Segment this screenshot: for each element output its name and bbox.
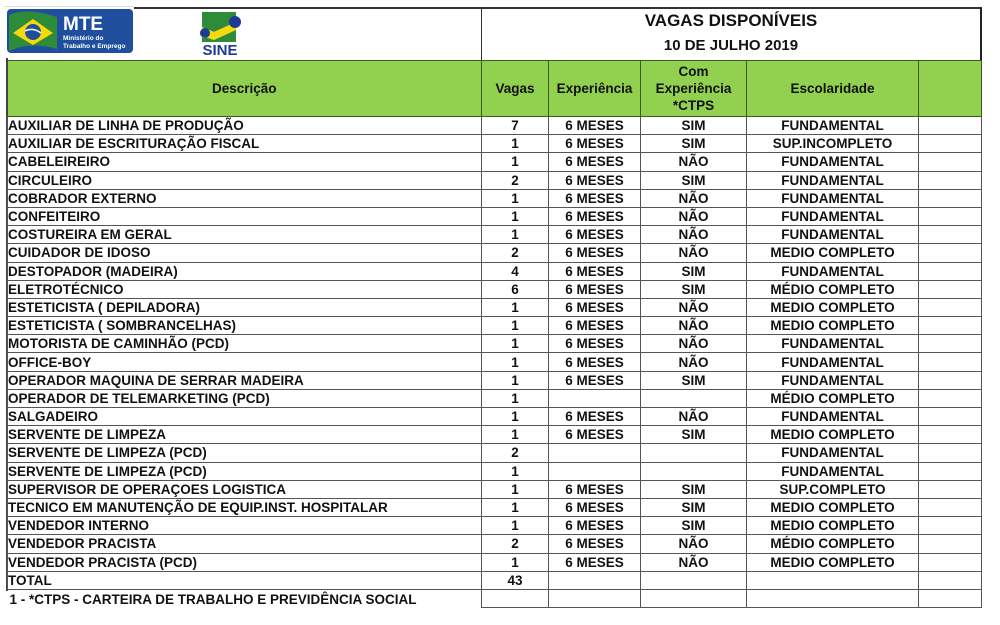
col-header-experiencia: Experiência [549, 61, 641, 117]
total-empty-cell [641, 571, 747, 590]
cell-escolaridade: FUNDAMENTAL [747, 226, 919, 244]
cell-blank [919, 207, 982, 225]
cell-descricao: CUIDADOR DE IDOSO [8, 244, 482, 262]
cell-blank [919, 389, 982, 407]
cell-ctps: NÃO [641, 207, 747, 225]
cell-descricao: SALGADEIRO [8, 408, 482, 426]
table-row [8, 207, 982, 225]
cell-experiencia: 6 MESES [549, 262, 641, 280]
cell-blank [919, 335, 982, 353]
cell-ctps: NÃO [641, 335, 747, 353]
cell-vagas: 1 [482, 408, 549, 426]
cell-ctps [641, 462, 747, 480]
cell-ctps: SIM [641, 262, 747, 280]
cell-descricao: COBRADOR EXTERNO [8, 189, 482, 207]
cell-vagas: 2 [482, 535, 549, 553]
cell-experiencia: 6 MESES [549, 335, 641, 353]
cell-escolaridade: FUNDAMENTAL [747, 262, 919, 280]
table-row [8, 189, 982, 207]
cell-descricao: CONFEITEIRO [8, 207, 482, 225]
footnote-empty-cell [641, 590, 747, 608]
logo-area [7, 8, 481, 60]
cell-experiencia: 6 MESES [549, 498, 641, 516]
cell-vagas: 4 [482, 262, 549, 280]
cell-experiencia [549, 462, 641, 480]
cell-descricao: ELETROTÉCNICO [8, 280, 482, 298]
cell-vagas: 1 [482, 480, 549, 498]
table-row [8, 408, 982, 426]
table-row [8, 462, 982, 480]
cell-experiencia: 6 MESES [549, 535, 641, 553]
cell-experiencia: 6 MESES [549, 371, 641, 389]
cell-escolaridade: MEDIO COMPLETO [747, 298, 919, 316]
cell-escolaridade: MÉDIO COMPLETO [747, 389, 919, 407]
cell-escolaridade: SUP.INCOMPLETO [747, 135, 919, 153]
cell-ctps: SIM [641, 480, 747, 498]
cell-vagas: 1 [482, 317, 549, 335]
table-row [8, 262, 982, 280]
table-row [8, 517, 982, 535]
cell-ctps: NÃO [641, 298, 747, 316]
table-row [8, 153, 982, 171]
cell-descricao: ESTETICISTA ( DEPILADORA) [8, 298, 482, 316]
cell-ctps: NÃO [641, 189, 747, 207]
cell-descricao: OFFICE-BOY [8, 353, 482, 371]
table-row [8, 335, 982, 353]
mte-line2: Trabalho e Emprego [63, 43, 126, 50]
cell-experiencia: 6 MESES [549, 553, 641, 571]
cell-ctps: SIM [641, 498, 747, 516]
cell-descricao: OPERADOR DE TELEMARKETING (PCD) [8, 389, 482, 407]
sine-logo-mark-icon [192, 10, 248, 44]
footnote-empty-cell [549, 590, 641, 608]
title-box [481, 8, 982, 60]
cell-descricao: SERVENTE DE LIMPEZA [8, 426, 482, 444]
cell-experiencia: 6 MESES [549, 280, 641, 298]
cell-escolaridade: FUNDAMENTAL [747, 335, 919, 353]
cell-experiencia: 6 MESES [549, 171, 641, 189]
cell-experiencia [549, 389, 641, 407]
cell-ctps: SIM [641, 171, 747, 189]
cell-experiencia: 6 MESES [549, 317, 641, 335]
table-row [8, 317, 982, 335]
cell-ctps: NÃO [641, 535, 747, 553]
cell-experiencia: 6 MESES [549, 517, 641, 535]
cell-descricao: CABELEIREIRO [8, 153, 482, 171]
table-row [8, 498, 982, 516]
cell-escolaridade: SUP.COMPLETO [747, 480, 919, 498]
col-header-blank [919, 61, 982, 117]
cell-blank [919, 171, 982, 189]
total-row [8, 571, 982, 590]
cell-escolaridade: FUNDAMENTAL [747, 207, 919, 225]
cell-escolaridade: FUNDAMENTAL [747, 371, 919, 389]
cell-descricao: COSTUREIRA EM GERAL [8, 226, 482, 244]
cell-ctps: NÃO [641, 353, 747, 371]
col-header-vagas: Vagas [482, 61, 549, 117]
col-header-com-exp-line1: Com [678, 64, 709, 79]
cell-descricao: AUXILIAR DE LINHA DE PRODUÇÃO [8, 117, 482, 135]
table-row [8, 353, 982, 371]
cell-ctps: NÃO [641, 244, 747, 262]
col-header-com-experiencia [641, 61, 747, 117]
cell-blank [919, 262, 982, 280]
cell-vagas: 6 [482, 280, 549, 298]
cell-blank [919, 117, 982, 135]
cell-experiencia: 6 MESES [549, 353, 641, 371]
cell-blank [919, 280, 982, 298]
cell-ctps: NÃO [641, 226, 747, 244]
cell-blank [919, 244, 982, 262]
table-row [8, 371, 982, 389]
cell-ctps: SIM [641, 426, 747, 444]
table-row [8, 135, 982, 153]
table-row [8, 117, 982, 135]
cell-descricao: ESTETICISTA ( SOMBRANCELHAS) [8, 317, 482, 335]
top-border-left [4, 6, 134, 7]
cell-blank [919, 135, 982, 153]
table-row [8, 535, 982, 553]
cell-descricao: SERVENTE DE LIMPEZA (PCD) [8, 462, 482, 480]
cell-escolaridade: FUNDAMENTAL [747, 189, 919, 207]
page-title: VAGAS DISPONÍVEIS [644, 11, 818, 30]
cell-blank [919, 462, 982, 480]
cell-vagas: 1 [482, 462, 549, 480]
cell-escolaridade: MEDIO COMPLETO [747, 498, 919, 516]
cell-descricao: VENDEDOR PRACISTA [8, 535, 482, 553]
cell-blank [919, 298, 982, 316]
cell-experiencia: 6 MESES [549, 426, 641, 444]
cell-escolaridade: FUNDAMENTAL [747, 171, 919, 189]
table-row [8, 480, 982, 498]
cell-vagas: 1 [482, 498, 549, 516]
cell-descricao: DESTOPADOR (MADEIRA) [8, 262, 482, 280]
cell-vagas: 7 [482, 117, 549, 135]
cell-vagas: 2 [482, 244, 549, 262]
footnote: 1 - *CTPS - CARTEIRA DE TRABALHO E PREVIDÊNCIA SOCIAL [8, 590, 482, 608]
cell-vagas: 1 [482, 335, 549, 353]
mte-logo [7, 9, 133, 53]
cell-blank [919, 317, 982, 335]
cell-experiencia: 6 MESES [549, 298, 641, 316]
cell-blank [919, 498, 982, 516]
table-row [8, 553, 982, 571]
header-row [8, 61, 982, 117]
cell-vagas: 1 [482, 207, 549, 225]
cell-ctps [641, 389, 747, 407]
cell-experiencia: 6 MESES [549, 226, 641, 244]
cell-escolaridade: FUNDAMENTAL [747, 117, 919, 135]
cell-vagas: 1 [482, 553, 549, 571]
cell-vagas: 1 [482, 371, 549, 389]
cell-blank [919, 353, 982, 371]
total-vagas: 43 [482, 571, 549, 590]
page-date: 10 DE JULHO 2019 [663, 37, 799, 54]
cell-escolaridade: MEDIO COMPLETO [747, 517, 919, 535]
cell-ctps: SIM [641, 117, 747, 135]
cell-escolaridade: MEDIO COMPLETO [747, 244, 919, 262]
cell-escolaridade: FUNDAMENTAL [747, 462, 919, 480]
cell-experiencia: 6 MESES [549, 207, 641, 225]
cell-blank [919, 226, 982, 244]
total-label: TOTAL [8, 571, 482, 590]
cell-experiencia: 6 MESES [549, 480, 641, 498]
col-header-escolaridade: Escolaridade [747, 61, 919, 117]
cell-blank [919, 189, 982, 207]
cell-ctps: SIM [641, 135, 747, 153]
cell-vagas: 1 [482, 189, 549, 207]
sine-acronym: SINE [202, 42, 238, 59]
cell-escolaridade: FUNDAMENTAL [747, 444, 919, 462]
cell-ctps: NÃO [641, 408, 747, 426]
cell-vagas: 1 [482, 517, 549, 535]
cell-blank [919, 153, 982, 171]
footnote-empty-cell [747, 590, 919, 608]
cell-ctps: SIM [641, 517, 747, 535]
table-row [8, 389, 982, 407]
table-row [8, 444, 982, 462]
footnote-row [8, 590, 982, 608]
cell-blank [919, 553, 982, 571]
cell-vagas: 1 [482, 389, 549, 407]
table-row [8, 244, 982, 262]
cell-experiencia: 6 MESES [549, 153, 641, 171]
cell-experiencia: 6 MESES [549, 117, 641, 135]
cell-ctps: SIM [641, 371, 747, 389]
cell-vagas: 2 [482, 171, 549, 189]
cell-vagas: 1 [482, 426, 549, 444]
cell-blank [919, 371, 982, 389]
cell-descricao: AUXILIAR DE ESCRITURAÇÃO FISCAL [8, 135, 482, 153]
cell-vagas: 1 [482, 298, 549, 316]
cell-experiencia: 6 MESES [549, 135, 641, 153]
cell-escolaridade: MEDIO COMPLETO [747, 317, 919, 335]
table-row [8, 298, 982, 316]
cell-escolaridade: FUNDAMENTAL [747, 153, 919, 171]
vacancies-table [7, 60, 982, 608]
cell-experiencia: 6 MESES [549, 408, 641, 426]
cell-ctps: NÃO [641, 153, 747, 171]
cell-ctps [641, 444, 747, 462]
cell-vagas: 1 [482, 226, 549, 244]
cell-experiencia [549, 444, 641, 462]
cell-ctps: NÃO [641, 317, 747, 335]
cell-descricao: CIRCULEIRO [8, 171, 482, 189]
cell-descricao: SUPERVISOR DE OPERAÇOES LOGISTICA [8, 480, 482, 498]
cell-escolaridade: MEDIO COMPLETO [747, 553, 919, 571]
cell-escolaridade: MÉDIO COMPLETO [747, 280, 919, 298]
table-row [8, 171, 982, 189]
cell-vagas: 1 [482, 153, 549, 171]
cell-blank [919, 444, 982, 462]
footnote-empty-cell [482, 590, 549, 608]
cell-blank [919, 408, 982, 426]
col-header-com-exp-line2: Experiência [655, 81, 732, 96]
cell-ctps: NÃO [641, 553, 747, 571]
total-empty-cell [549, 571, 641, 590]
cell-descricao: OPERADOR MAQUINA DE SERRAR MADEIRA [8, 371, 482, 389]
table-row [8, 226, 982, 244]
col-header-descricao: Descrição [8, 61, 482, 117]
cell-descricao: TECNICO EM MANUTENÇÃO DE EQUIP.INST. HOSPITALAR [8, 498, 482, 516]
cell-vagas: 2 [482, 444, 549, 462]
cell-blank [919, 480, 982, 498]
cell-descricao: MOTORISTA DE CAMINHÃO (PCD) [8, 335, 482, 353]
mte-acronym: MTE [63, 14, 104, 35]
mte-line1: Ministério do [63, 35, 104, 42]
total-empty-cell [747, 571, 919, 590]
cell-experiencia: 6 MESES [549, 189, 641, 207]
cell-descricao: VENDEDOR INTERNO [8, 517, 482, 535]
cell-ctps: SIM [641, 280, 747, 298]
cell-blank [919, 517, 982, 535]
cell-escolaridade: MÉDIO COMPLETO [747, 535, 919, 553]
cell-escolaridade: MEDIO COMPLETO [747, 426, 919, 444]
table-row [8, 280, 982, 298]
cell-descricao: SERVENTE DE LIMPEZA (PCD) [8, 444, 482, 462]
cell-experiencia: 6 MESES [549, 244, 641, 262]
cell-vagas: 1 [482, 353, 549, 371]
cell-descricao: VENDEDOR PRACISTA (PCD) [8, 553, 482, 571]
cell-vagas: 1 [482, 135, 549, 153]
cell-escolaridade: FUNDAMENTAL [747, 408, 919, 426]
total-empty-cell [919, 571, 982, 590]
cell-escolaridade: FUNDAMENTAL [747, 353, 919, 371]
footnote-empty-cell [919, 590, 982, 608]
cell-blank [919, 426, 982, 444]
cell-blank [919, 535, 982, 553]
table-row [8, 426, 982, 444]
col-header-com-exp-line3: *CTPS [672, 98, 715, 113]
